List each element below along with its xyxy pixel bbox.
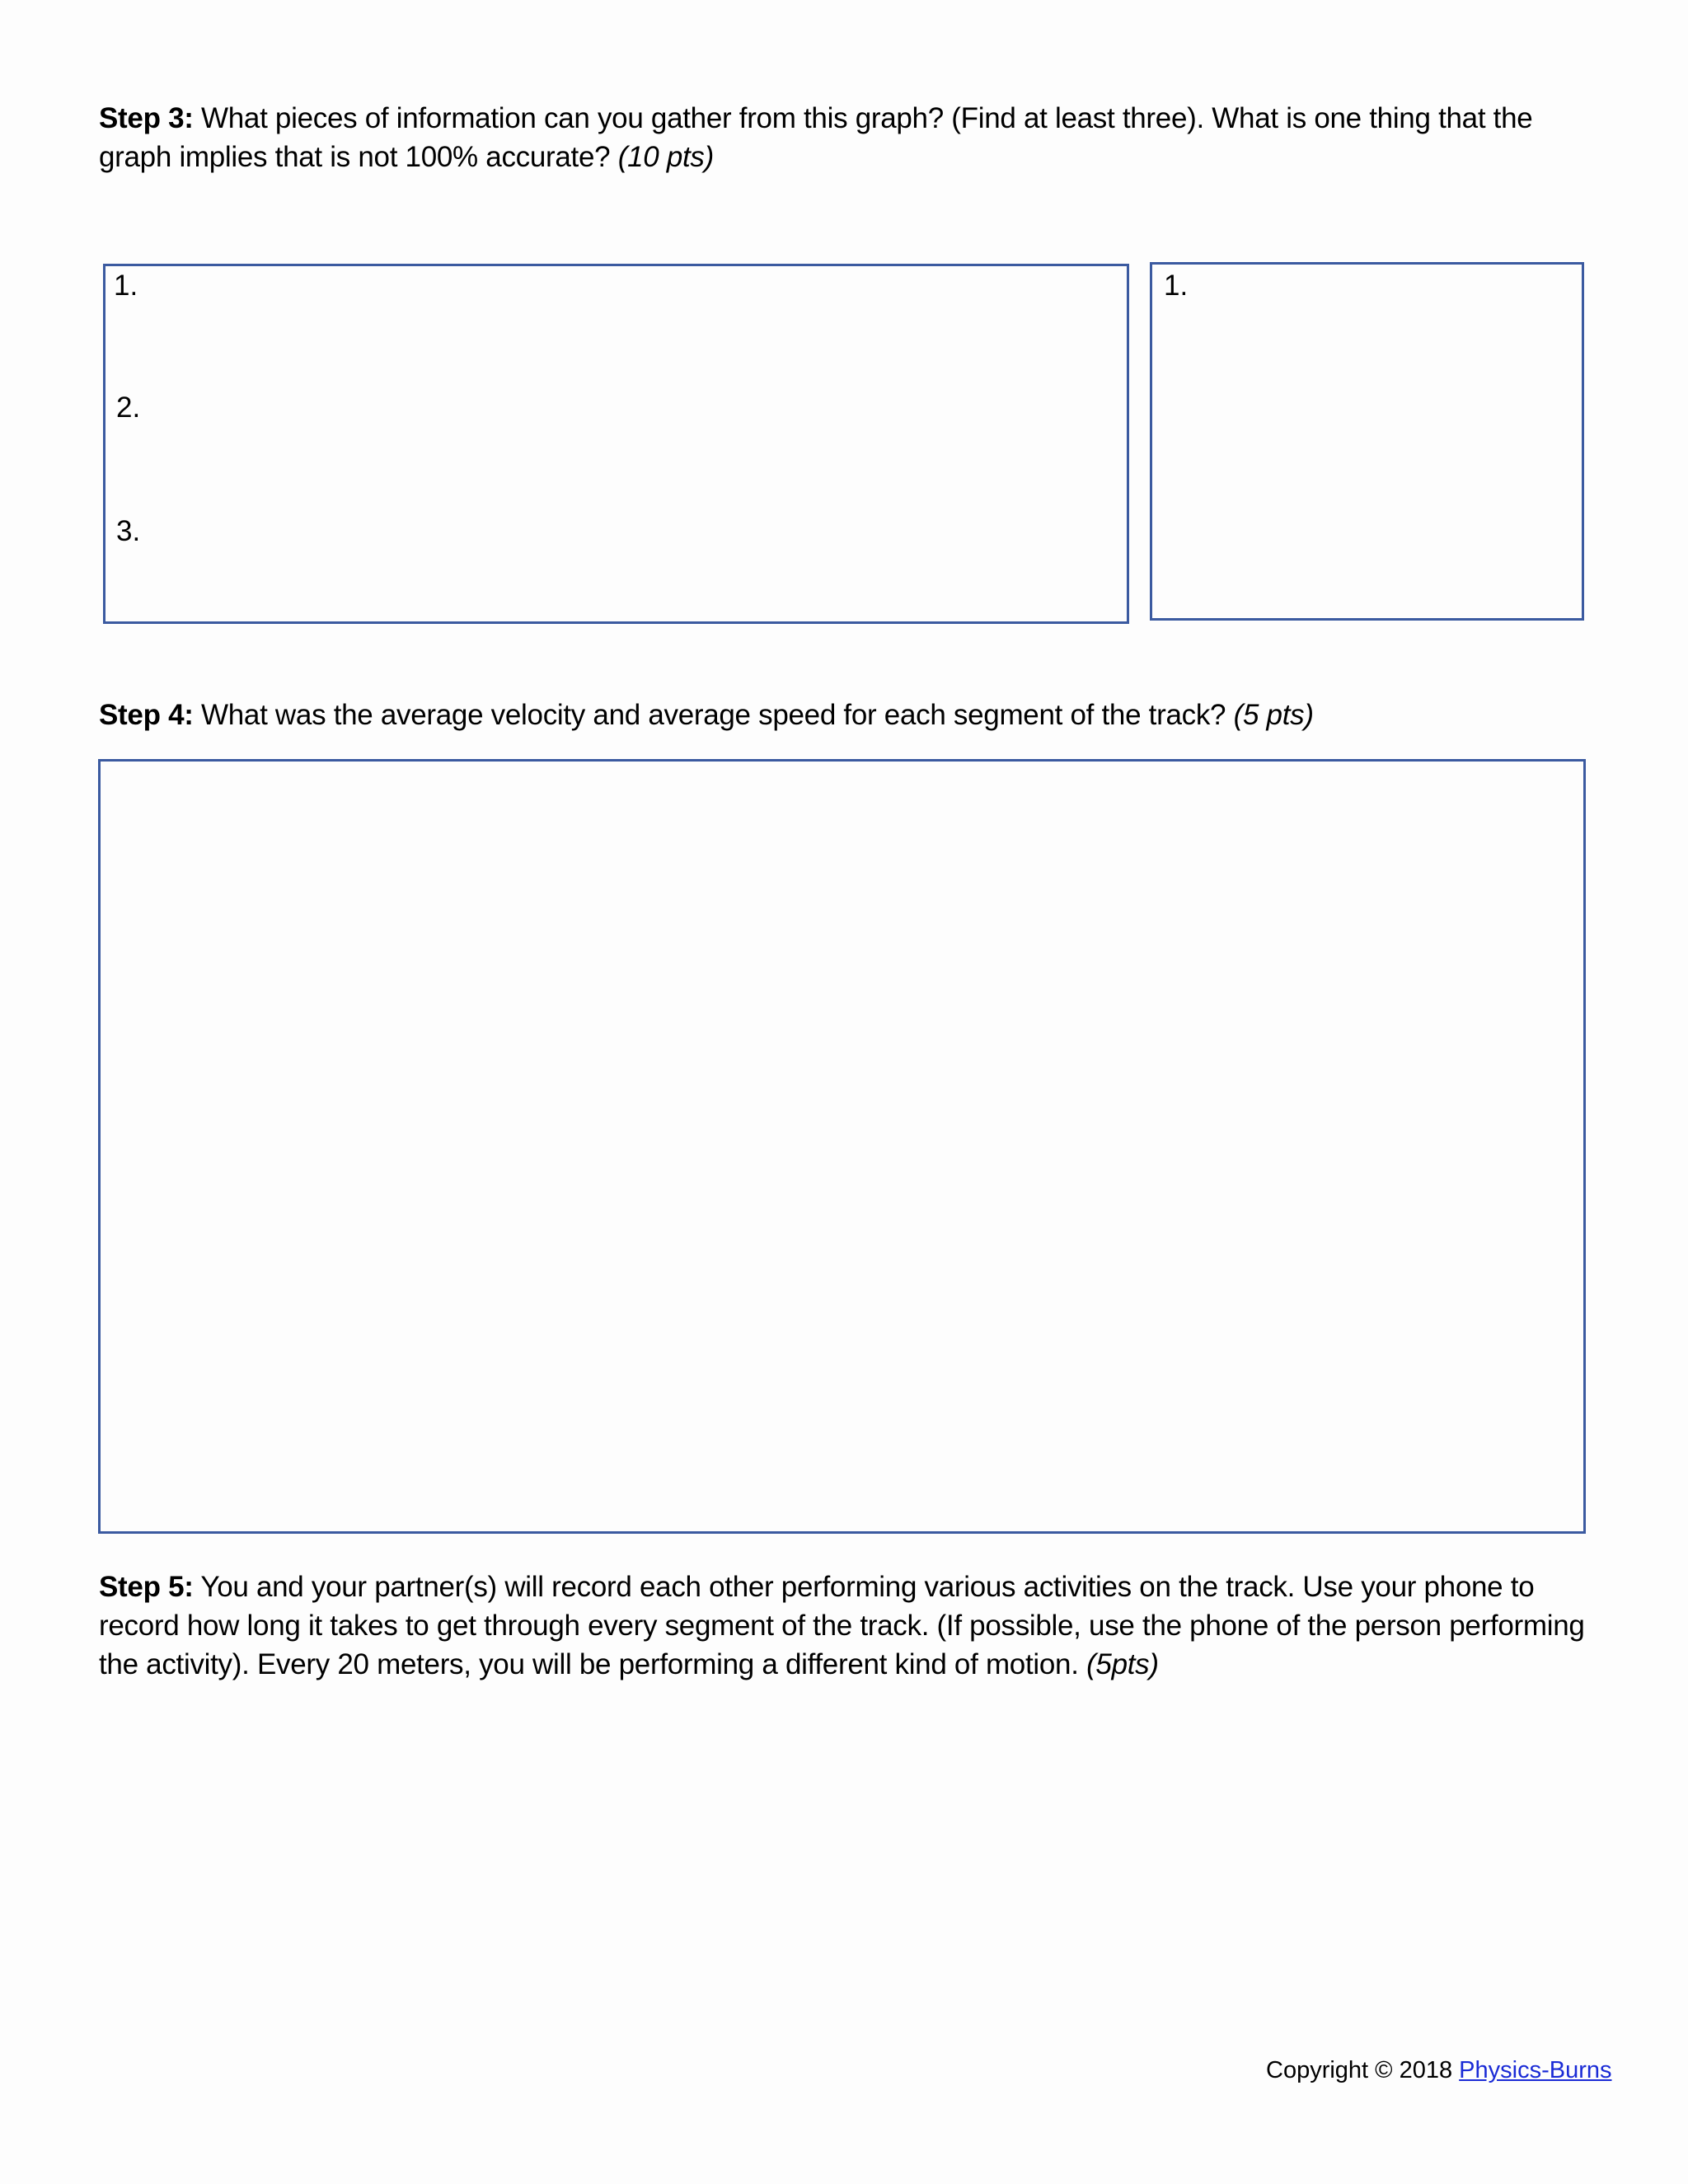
answer-number-1: 1. <box>114 269 138 302</box>
step4-label: Step 4: <box>99 699 194 731</box>
copyright-text: Copyright © 2018 <box>1266 2057 1460 2083</box>
step5-question <box>99 1568 1585 1684</box>
step3-text-2: graph implies that is not 100% accurate? <box>99 141 618 173</box>
inaccuracy-number-1: 1. <box>1164 269 1189 302</box>
step4-text: What was the average velocity and average speed for each segment of the track? <box>193 699 1234 731</box>
step5-points: (5pts) <box>1086 1648 1159 1680</box>
answer-number-3: 3. <box>116 515 141 547</box>
step5-line-2 <box>99 1606 1585 1645</box>
velocity-answer-box[interactable] <box>98 759 1586 1534</box>
step3-line-1 <box>99 99 1532 138</box>
step3-text-1: What pieces of information can you gather from this graph? (Find at least three). What is one thing that the <box>193 102 1533 134</box>
information-answer-box[interactable] <box>103 264 1129 624</box>
step5-text-3: the activity). Every 20 meters, you will be performing a different kind of motion. <box>99 1648 1087 1680</box>
answer-number-2: 2. <box>116 391 141 424</box>
step5-label: Step 5: <box>99 1571 194 1603</box>
step5-line-1 <box>99 1568 1585 1606</box>
step3-line-2 <box>99 138 1532 176</box>
copyright-footer <box>1266 2056 1612 2084</box>
step4-points: (5 pts) <box>1233 699 1314 731</box>
step3-question <box>99 99 1532 176</box>
step5-text-1: You and your partner(s) will record each other performing various activities on the track. Use your phone to <box>193 1571 1535 1603</box>
step3-points: (10 pts) <box>617 141 714 173</box>
step5-text-2: record how long it takes to get through every segment of the track. (If possible, use the phone of the person performing <box>99 1610 1585 1642</box>
step4-question <box>99 696 1314 734</box>
step5-line-3 <box>99 1645 1585 1684</box>
step4-line-1 <box>99 696 1314 734</box>
inaccuracy-answer-box[interactable] <box>1150 262 1584 621</box>
step3-label: Step 3: <box>99 102 194 134</box>
physics-burns-link[interactable]: Physics-Burns <box>1459 2057 1612 2083</box>
